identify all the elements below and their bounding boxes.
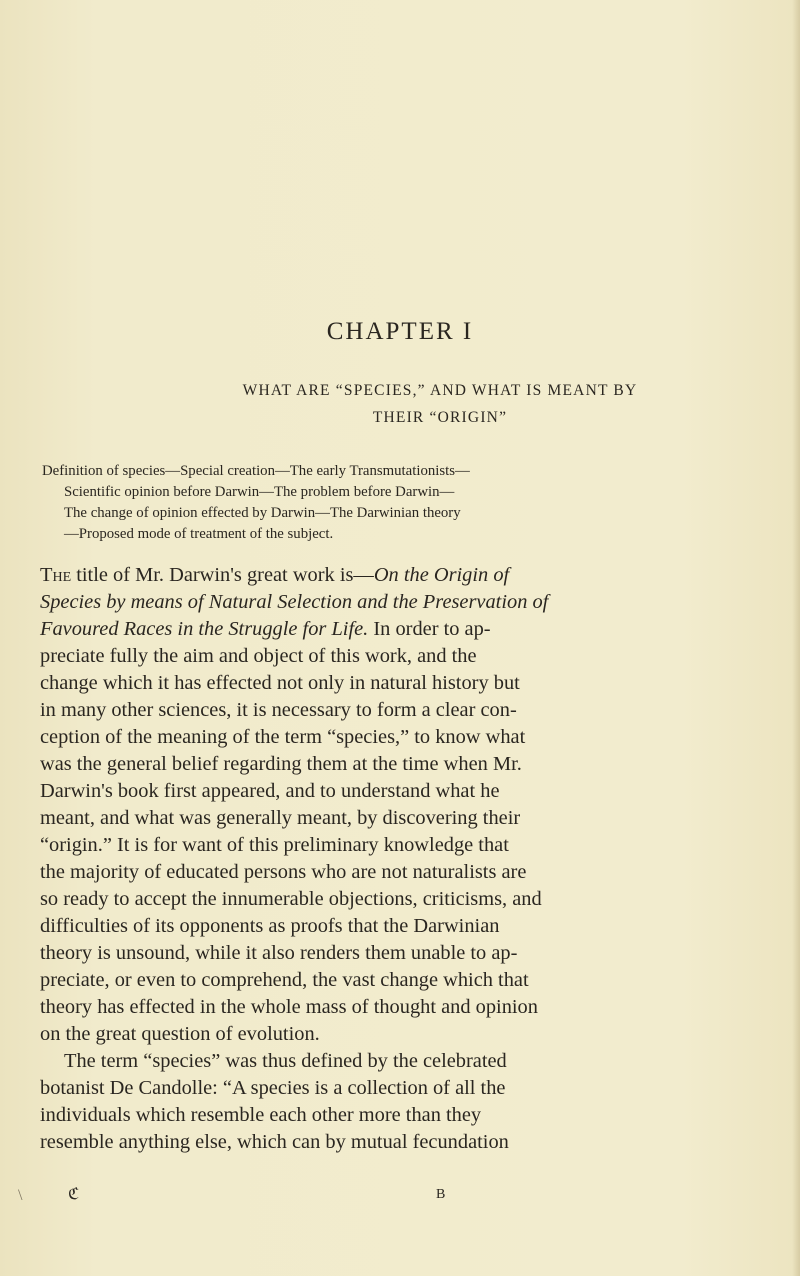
- body-text: [40, 562, 740, 1156]
- synopsis-line: Definition of species—Special creation—The early Transmutationists—: [42, 463, 470, 479]
- chapter-subtitle: [130, 377, 750, 431]
- body-line-segment: In order to ap-: [368, 618, 491, 640]
- chapter-synopsis: [42, 461, 742, 545]
- body-line: was the general belief regarding them at the time when Mr.: [40, 753, 522, 775]
- body-line: meant, and what was generally meant, by discovering their: [40, 807, 521, 829]
- body-line: on the great question of evolution.: [40, 1023, 320, 1045]
- body-line: theory has effected in the whole mass of thought and opinion: [40, 996, 538, 1018]
- book-title-italic: On the Origin of: [373, 564, 510, 586]
- margin-mark: \: [18, 1187, 23, 1204]
- body-line: botanist De Candolle: “A species is a collection of all the: [40, 1077, 506, 1099]
- body-line: preciate, or even to comprehend, the vast change which that: [40, 969, 529, 991]
- synopsis-line: Scientific opinion before Darwin—The problem before Darwin—: [64, 484, 455, 500]
- body-line: The term “species” was thus defined by the celebrated: [64, 1050, 507, 1072]
- chapter-title: CHAPTER I: [326, 318, 474, 345]
- body-line: “origin.” It is for want of this preliminary knowledge that: [40, 834, 509, 856]
- chapter-subtitle-line-1: WHAT ARE “SPECIES,” AND WHAT IS MEANT BY: [242, 382, 638, 399]
- body-opening-word: The: [40, 564, 72, 586]
- synopsis-line: The change of opinion effected by Darwin—The Darwinian theory: [64, 505, 461, 521]
- body-line: individuals which resemble each other more than they: [40, 1104, 482, 1126]
- body-line: resemble anything else, which can by mutual fecundation: [40, 1131, 509, 1153]
- body-line: [40, 589, 740, 616]
- body-line: [40, 562, 740, 589]
- body-line: so ready to accept the innumerable objections, criticisms, and: [40, 888, 542, 910]
- body-line: ception of the meaning of the term “species,” to know what: [40, 726, 526, 748]
- chapter-subtitle-line-2: THEIR “ORIGIN”: [372, 409, 508, 426]
- body-line: preciate fully the aim and object of this work, and the: [40, 645, 477, 667]
- body-line: the majority of educated persons who are not naturalists are: [40, 861, 527, 883]
- body-line: [40, 616, 740, 643]
- body-line: in many other sciences, it is necessary to form a clear con-: [40, 699, 517, 721]
- signature-mark: B: [436, 1187, 446, 1202]
- body-line: change which it has effected not only in natural history but: [40, 672, 520, 694]
- body-line: theory is unsound, while it also renders them unable to ap-: [40, 942, 518, 964]
- publisher-mark: ℭ: [68, 1186, 80, 1203]
- synopsis-line: —Proposed mode of treatment of the subject.: [64, 526, 334, 542]
- body-line: difficulties of its opponents as proofs that the Darwinian: [40, 915, 500, 937]
- body-line-segment: title of Mr. Darwin's great work is—: [71, 564, 374, 586]
- book-title-italic: Species by means of Natural Selection and the Preservation of: [40, 591, 549, 613]
- book-title-italic: Favoured Races in the Struggle for Life.: [40, 618, 369, 640]
- body-line: Darwin's book first appeared, and to understand what he: [40, 780, 500, 802]
- page-edge-shadow: [792, 0, 800, 1276]
